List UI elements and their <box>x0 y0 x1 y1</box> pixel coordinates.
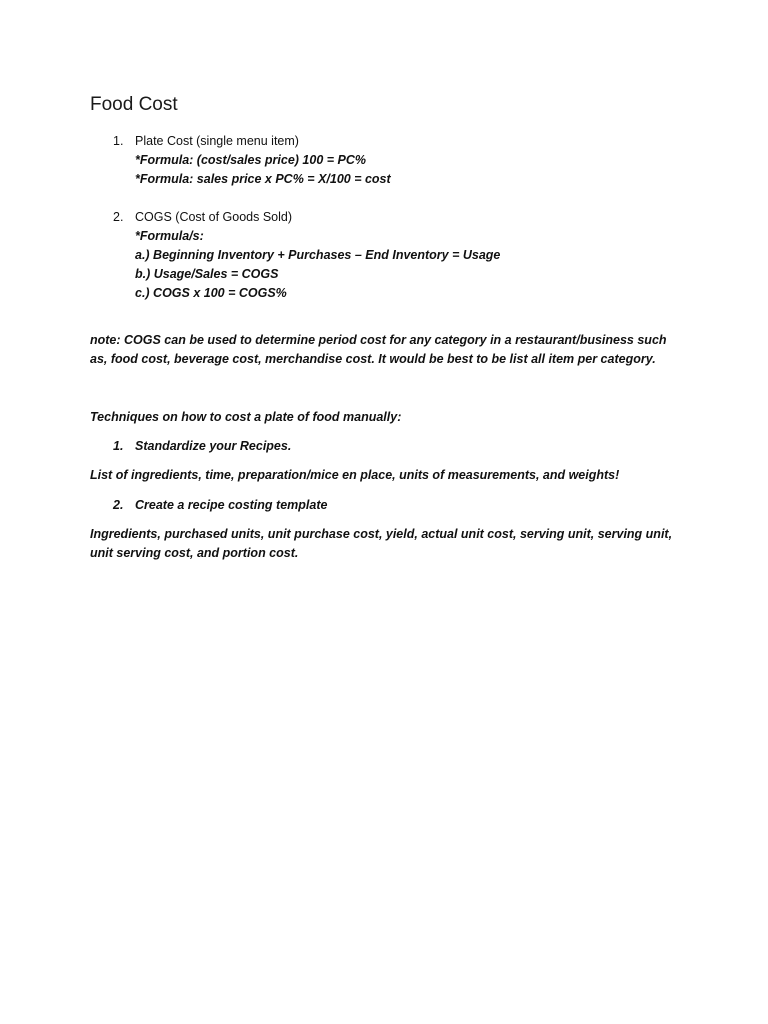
section2-formula-c: c.) COGS x 100 = COGS% <box>135 286 287 300</box>
section1-heading: Plate Cost (single menu item) <box>135 134 299 148</box>
technique2-description: Ingredients, purchased units, unit purchase cost, yield, actual unit cost, serving unit, serving unit, unit serving cost, and portion cost. <box>90 527 673 560</box>
section1-formula2: *Formula: sales price x PC% = X/100 = cost <box>135 172 391 186</box>
technique1-description: List of ingredients, time, preparation/mice en place, units of measurements, and weights! <box>90 468 620 482</box>
cogs-note: note: COGS can be used to determine period cost for any category in a restaurant/business such as, food cost, beverage cost, merchandise cost. It would be best to be list all item per category. <box>90 333 667 366</box>
section2-formula-a: a.) Beginning Inventory + Purchases – End Inventory = Usage <box>135 248 501 262</box>
section2-formula-label: *Formula/s: <box>135 229 204 243</box>
section1-formula1: *Formula: (cost/sales price) 100 = PC% <box>135 153 366 167</box>
technique1-number: 1. <box>113 439 124 453</box>
section2-number: 2. <box>113 210 124 224</box>
technique2-label: Create a recipe costing template <box>135 498 328 512</box>
technique2-number: 2. <box>113 498 124 512</box>
section1-number: 1. <box>113 134 124 148</box>
section2-formula-b: b.) Usage/Sales = COGS <box>135 267 279 281</box>
document-title: Food Cost <box>90 94 178 115</box>
techniques-heading: Techniques on how to cost a plate of food manually: <box>90 410 402 424</box>
technique1-label: Standardize your Recipes. <box>135 439 292 453</box>
section2-heading: COGS (Cost of Goods Sold) <box>135 210 293 224</box>
